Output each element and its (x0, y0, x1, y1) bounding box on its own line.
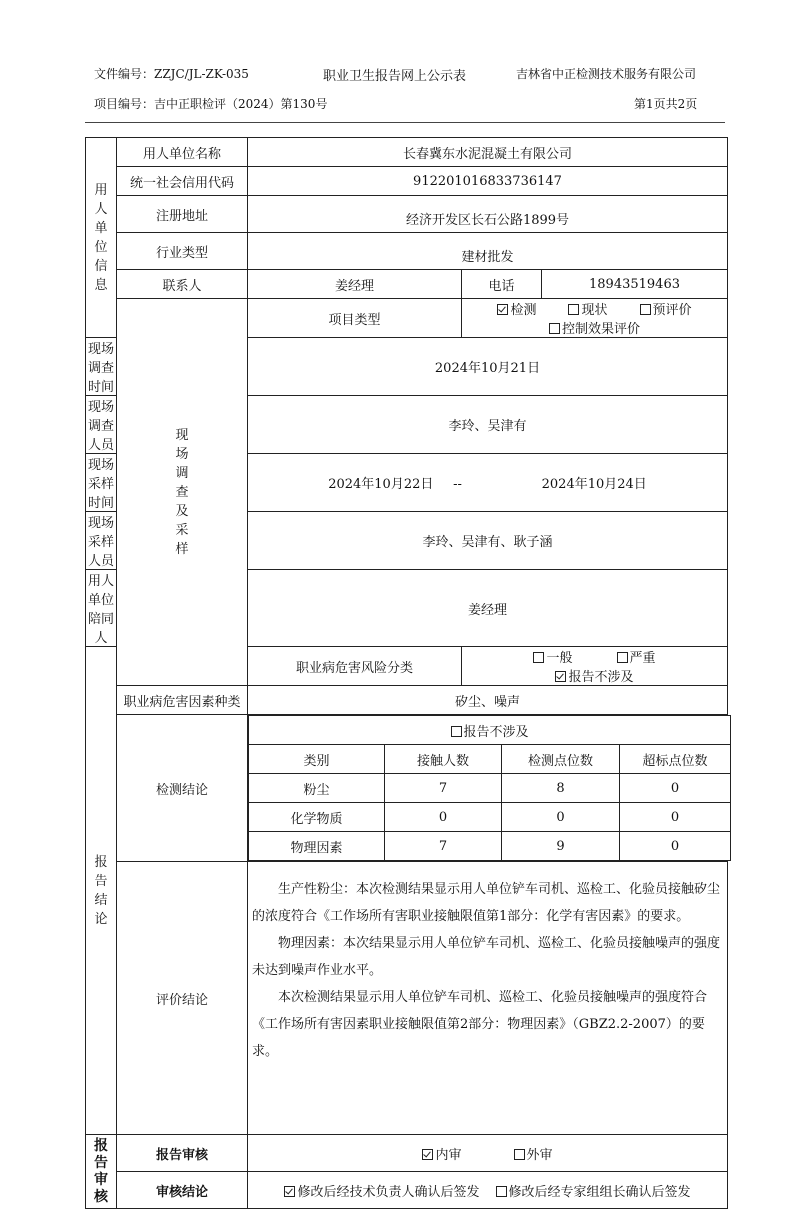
option-2[interactable] (555, 666, 633, 685)
company-name: 吉林省中正检测技术服务有限公司 (516, 67, 697, 81)
section-review (86, 1135, 117, 1209)
section-char: 采 (175, 522, 189, 538)
survey-staff-value: 李玲、吴津有 (248, 396, 728, 454)
survey-time-value: 2024年10月21日 (248, 338, 728, 396)
option-1[interactable] (496, 1181, 691, 1200)
section-char: 及 (175, 503, 189, 519)
column-header: 超标点位数 (620, 745, 731, 774)
unchecked-box-icon[interactable] (533, 652, 544, 663)
detect-table-header (249, 745, 731, 774)
header-divider (85, 122, 725, 123)
table-cell: 9 (502, 832, 620, 861)
sampling-time-value (248, 454, 728, 512)
section-char: 审 (94, 1171, 108, 1188)
option-label: 一般 (546, 651, 573, 666)
table-cell: 物理因素 (249, 832, 385, 861)
detect-table (248, 715, 731, 861)
section-char: 告 (94, 873, 108, 889)
option-label: 修改后经专家组组长确认后签发 (508, 1184, 691, 1200)
file-number: 文件编号：ZZJC/JL-ZK-035 (94, 67, 249, 81)
factor-label: 职业病危害因素种类 (117, 686, 248, 715)
unchecked-box-icon[interactable] (617, 652, 628, 663)
phone-label: 电话 (462, 270, 542, 299)
project-number: 项目编号：吉中正职检评（2024）第130号 (94, 97, 328, 111)
table-cell: 7 (385, 774, 502, 803)
section-char: 查 (175, 484, 189, 500)
unchecked-box-icon[interactable] (514, 1149, 525, 1160)
column-header: 接触人数 (385, 745, 502, 774)
sampling-staff-label: 现场采样人员 (86, 512, 117, 570)
industry-value: 建材批发 (248, 233, 728, 270)
eval-paragraph: 本次检测结果显示用人单位铲车司机、巡检工、化验员接触噪声的强度符合《工作场所有害因素职业接触限值第2部分：物理因素》（GBZ2.2-2007）的要求。 (252, 990, 708, 1059)
checked-box-icon[interactable] (422, 1149, 433, 1160)
column-header: 类别 (249, 745, 385, 774)
section-unit-info (86, 138, 117, 338)
option-label: 控制效果评价 (561, 322, 640, 337)
sampling-start: 2024年10月22日 (328, 477, 434, 492)
risk-options (462, 647, 728, 686)
option-0[interactable] (284, 1181, 479, 1200)
unchecked-box-icon[interactable] (568, 304, 579, 315)
audit-label: 报告审核 (117, 1135, 248, 1172)
section-char: 位 (94, 239, 108, 255)
credit-code-label: 统一社会信用代码 (117, 167, 248, 196)
checked-box-icon[interactable] (284, 1186, 295, 1197)
sampling-time-label: 现场采样时间 (86, 454, 117, 512)
section-char: 告 (94, 1154, 108, 1171)
option-label: 现状 (581, 303, 608, 318)
section-char: 现 (175, 427, 189, 443)
option-label: 外审 (526, 1147, 553, 1163)
unit-name-label: 用人单位名称 (117, 138, 248, 167)
sampling-end: 2024年10月24日 (541, 477, 647, 492)
unit-name-value: 长春冀东水泥混凝土有限公司 (248, 138, 728, 167)
risk-label: 职业病危害风险分类 (248, 647, 462, 686)
section-survey (117, 299, 248, 686)
eval-paragraph: 物理因素：本次结果显示用人单位铲车司机、巡检工、化验员接触噪声的强度未达到噪声作业水平。 (252, 936, 721, 978)
industry-label: 行业类型 (117, 233, 248, 270)
option-1[interactable] (514, 1144, 553, 1163)
eval-text (248, 862, 728, 1135)
option-label: 修改后经技术负责人确认后签发 (297, 1184, 480, 1200)
section-char: 息 (94, 277, 108, 293)
escort-label: 用人单位陪同人 (86, 570, 117, 647)
table-row (249, 803, 731, 832)
sampling-staff-value: 李玲、吴津有、耿子涵 (248, 512, 728, 570)
result-label: 审核结论 (117, 1172, 248, 1209)
section-char: 场 (175, 446, 189, 462)
detect-label: 检测结论 (117, 715, 248, 862)
option-label: 报告不涉及 (463, 724, 529, 740)
page-indicator: 第1页共2页 (634, 97, 698, 111)
option-1[interactable] (617, 647, 656, 666)
sampling-separator: -- (453, 477, 462, 492)
option-0[interactable] (422, 1144, 461, 1163)
factor-value: 矽尘、噪声 (248, 686, 728, 715)
option-0[interactable] (533, 647, 572, 666)
table-cell: 7 (385, 832, 502, 861)
section-char: 核 (94, 1188, 108, 1205)
not-involved-option (249, 716, 731, 745)
section-char: 论 (94, 911, 108, 927)
project-type-label: 项目类型 (248, 299, 462, 338)
option-label: 严重 (629, 651, 656, 666)
unchecked-box-icon[interactable] (496, 1186, 507, 1197)
unchecked-box-icon[interactable] (640, 304, 651, 315)
table-cell: 0 (620, 803, 731, 832)
option-label: 内审 (435, 1147, 462, 1163)
section-char: 样 (175, 541, 189, 557)
table-cell: 化学物质 (249, 803, 385, 832)
eval-label: 评价结论 (117, 862, 248, 1135)
survey-staff-label: 现场调查人员 (86, 396, 117, 454)
survey-time-label: 现场调查时间 (86, 338, 117, 396)
contact-value: 姜经理 (248, 270, 462, 299)
table-cell: 粉尘 (249, 774, 385, 803)
result-options (248, 1172, 728, 1209)
section-char: 报 (94, 854, 108, 870)
escort-value: 姜经理 (248, 570, 728, 647)
phone-value: 18943519463 (542, 270, 728, 299)
form-title: 职业卫生报告网上公示表 (323, 69, 467, 84)
section-char: 结 (94, 892, 108, 908)
table-cell: 0 (502, 803, 620, 832)
section-char: 人 (94, 201, 108, 217)
project-type-options (462, 299, 728, 338)
contact-label: 联系人 (117, 270, 248, 299)
audit-options (248, 1135, 728, 1172)
option-0[interactable] (497, 299, 536, 318)
section-char: 调 (175, 465, 189, 481)
table-row (249, 832, 731, 861)
option-1[interactable] (568, 299, 607, 318)
address-value: 经济开发区长石公路1899号 (248, 196, 728, 233)
disclosure-table (85, 137, 728, 1209)
section-char: 用 (94, 182, 108, 198)
section-char: 报 (94, 1137, 108, 1154)
option-3[interactable] (549, 318, 640, 337)
address-label: 注册地址 (117, 196, 248, 233)
credit-code-value: 912201016833736147 (248, 167, 728, 196)
option-label: 报告不涉及 (568, 670, 634, 685)
table-cell: 8 (502, 774, 620, 803)
option-label: 预评价 (652, 303, 692, 318)
table-row (249, 774, 731, 803)
unchecked-box-icon[interactable] (549, 323, 560, 334)
section-char: 信 (94, 258, 108, 274)
detect-block (248, 715, 728, 862)
eval-paragraph: 生产性粉尘：本次检测结果显示用人单位铲车司机、巡检工、化验员接触矽尘的浓度符合《工作场所有害职业接触限值第1部分：化学有害因素》的要求。 (252, 882, 721, 924)
table-cell: 0 (620, 774, 731, 803)
unchecked-box-icon[interactable] (451, 726, 462, 737)
option-2[interactable] (640, 299, 692, 318)
column-header: 检测点位数 (502, 745, 620, 774)
section-conclusion (86, 647, 117, 1135)
checked-box-icon[interactable] (555, 671, 566, 682)
option-label: 检测 (510, 303, 537, 318)
table-cell: 0 (620, 832, 731, 861)
checked-box-icon[interactable] (497, 304, 508, 315)
section-char: 单 (94, 220, 108, 236)
table-cell: 0 (385, 803, 502, 832)
